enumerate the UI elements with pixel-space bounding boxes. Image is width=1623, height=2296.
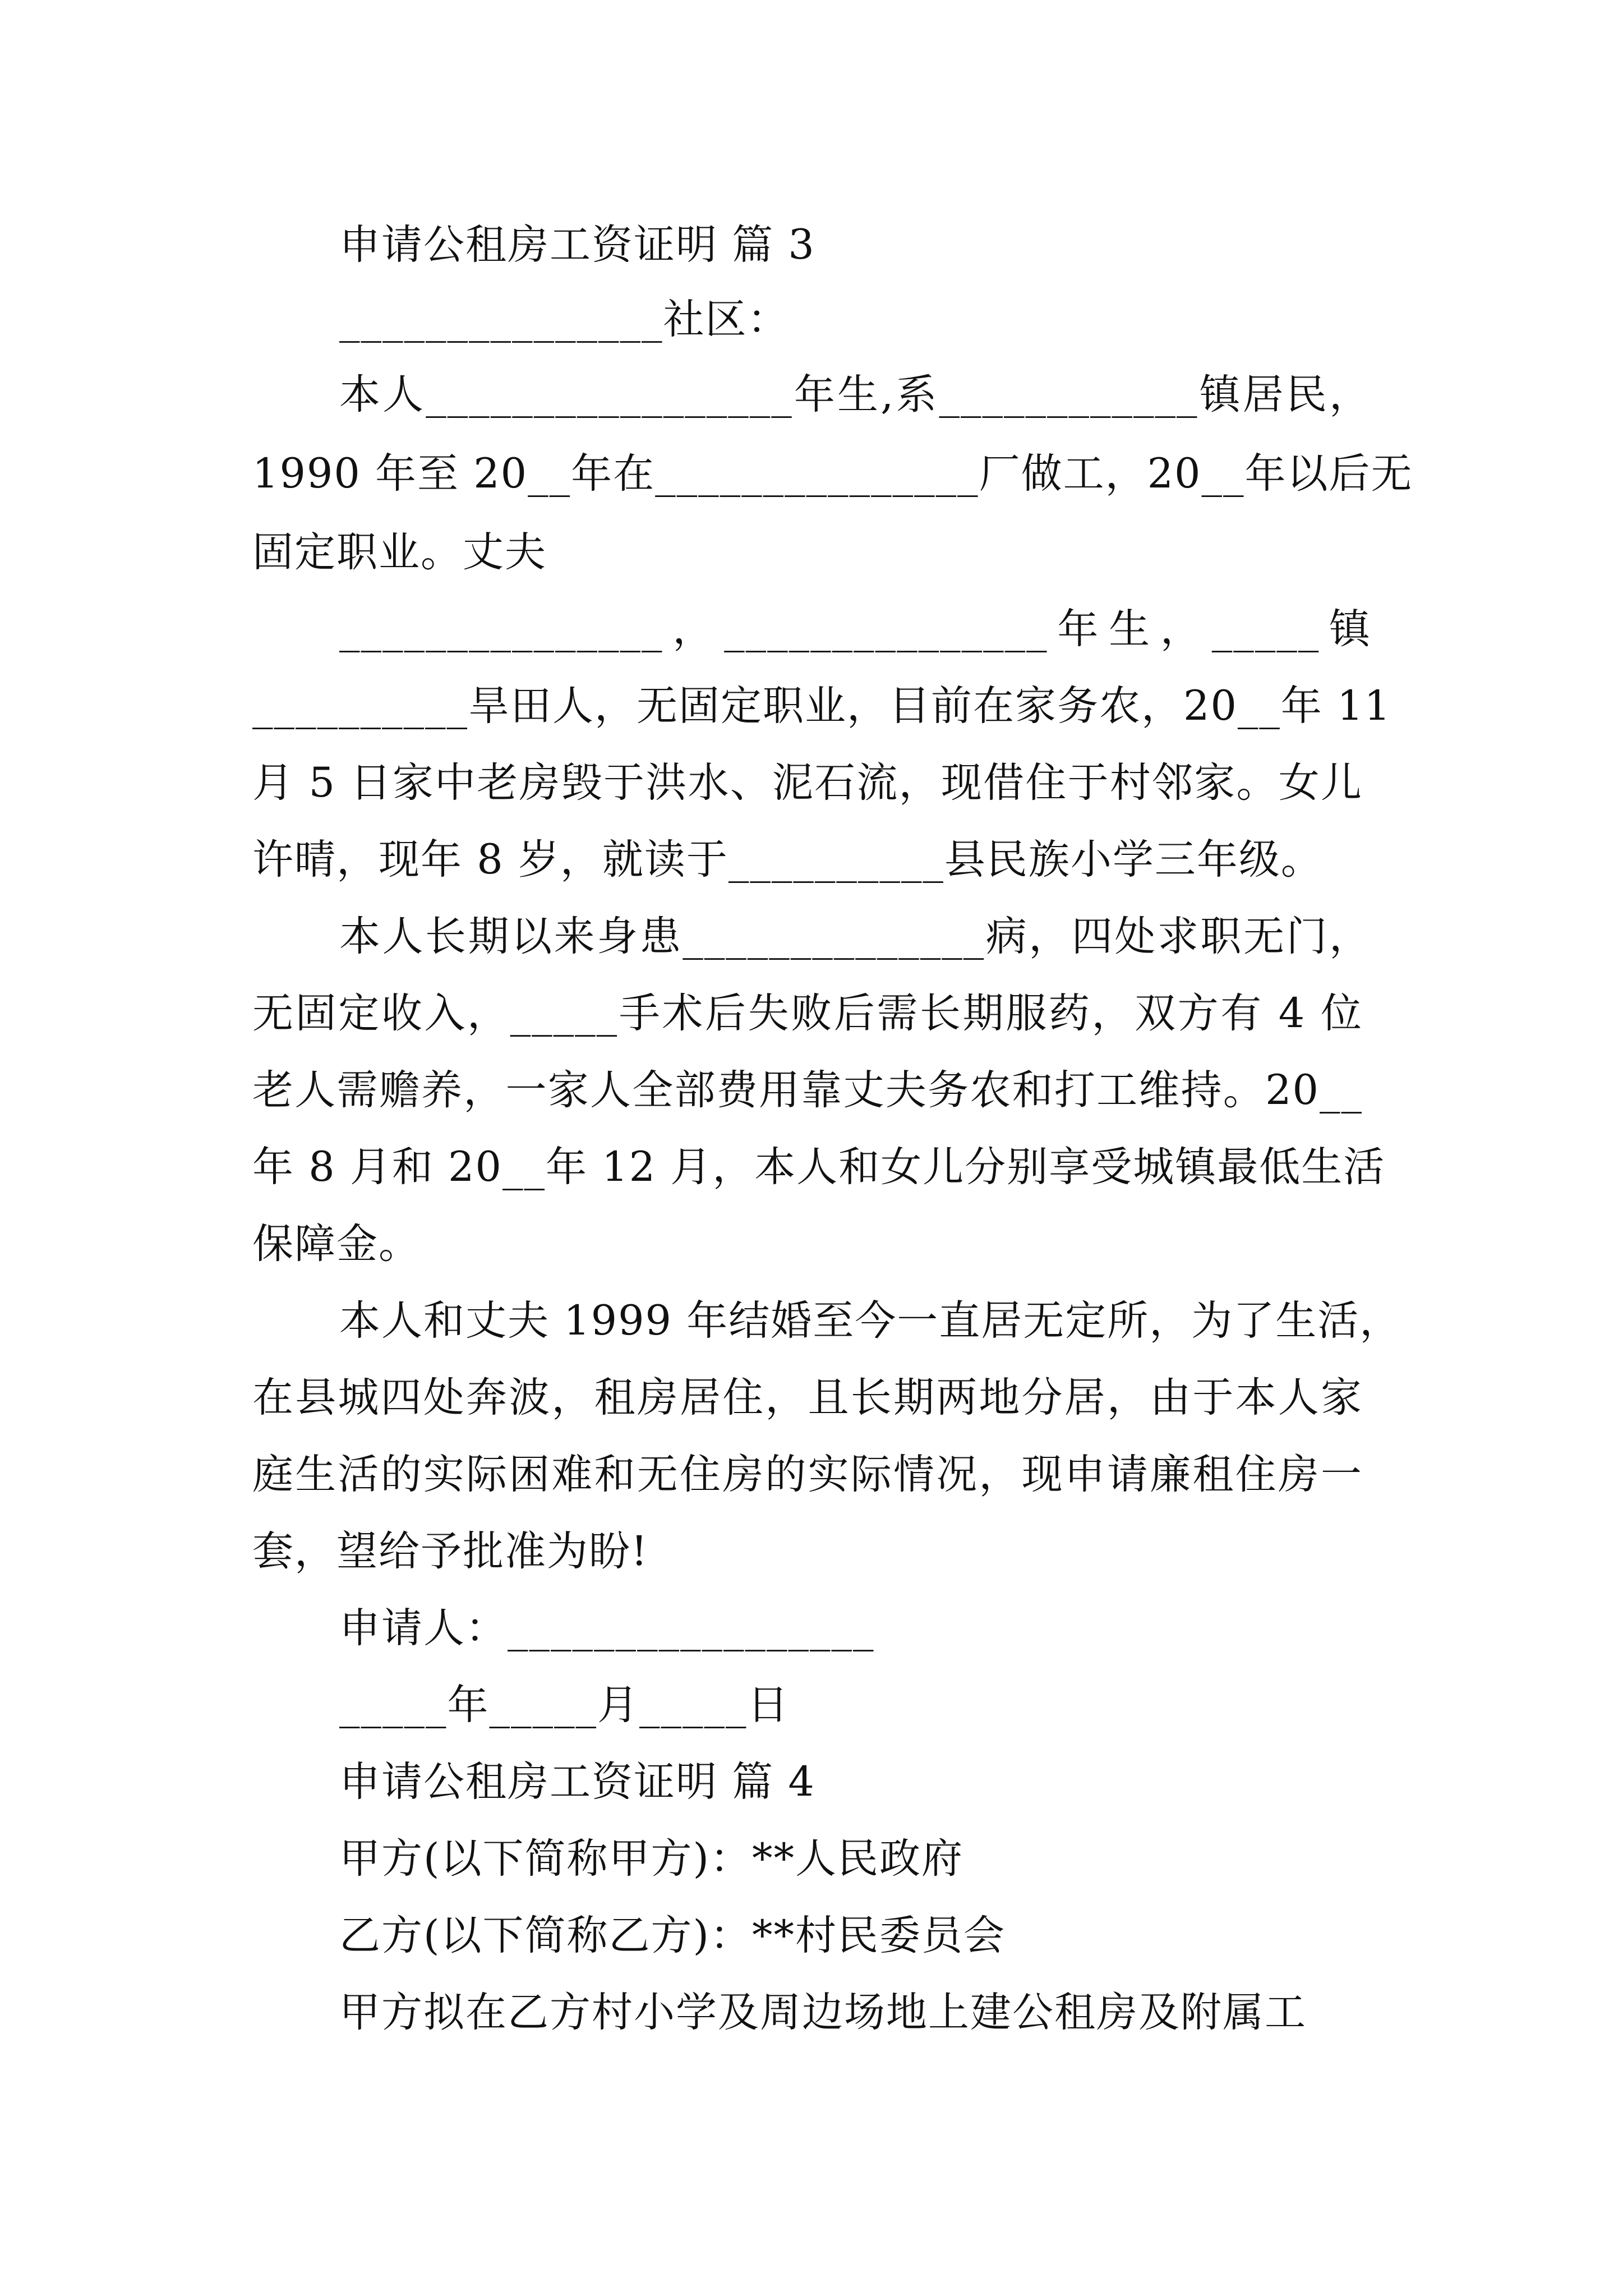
paragraph-line: 1990 年至 20__年在_______________厂做工，20__年以后无: [252, 450, 1413, 498]
paragraph-line: 在县城四处奔波，租房居住，且长期两地分居，由于本人家: [252, 1374, 1363, 1421]
paragraph-line: 无固定收入，_____手术后失败后需长期服药，双方有 4 位: [252, 990, 1363, 1037]
paragraph-line: 本人长期以来身患______________病，四处求职无门，: [339, 913, 1371, 960]
paragraph-line: 保障金。: [252, 1220, 421, 1268]
paragraph-line: 本人_________________年生,系____________镇居民，: [339, 371, 1371, 418]
paragraph-line: 月 5 日家中老房毁于洪水、泥石流，现借住于村邻家。女儿: [252, 759, 1363, 807]
paragraph-line: 本人和丈夫 1999 年结婚至今一直居无定所，为了生活，: [339, 1297, 1402, 1345]
paragraph-line: 老人需赡养，一家人全部费用靠丈夫务农和打工维持。20__: [252, 1066, 1363, 1114]
applicant-signature-line: 申请人：_________________: [339, 1604, 875, 1652]
paragraph-line: __________旱田人，无固定职业，目前在家务农，20__年 11: [252, 682, 1391, 730]
date-line: _____年_____月_____日: [339, 1681, 790, 1729]
party-b-line: 乙方(以下简称乙方)：**村民委员会: [339, 1912, 1006, 1959]
party-a-line: 甲方(以下简称甲方)：**人民政府: [339, 1835, 963, 1883]
paragraph-line: 甲方拟在乙方村小学及周边场地上建公租房及附属工: [339, 1989, 1307, 2036]
section-title-3: 申请公租房工资证明 篇 3: [339, 221, 815, 269]
section-title-4: 申请公租房工资证明 篇 4: [339, 1758, 815, 1806]
paragraph-line: 固定职业。丈夫: [252, 528, 547, 576]
paragraph-line: 年 8 月和 20__年 12 月，本人和女儿分别享受城镇最低生活: [252, 1143, 1386, 1191]
paragraph-line: 套，望给予批准为盼!: [252, 1527, 649, 1575]
paragraph-line: _______________，_______________年生，_____镇: [339, 605, 1371, 653]
addressee-line: _______________社区：: [339, 296, 790, 343]
paragraph-line: 庭生活的实际困难和无住房的实际情况，现申请廉租住房一: [252, 1451, 1363, 1498]
paragraph-line: 许晴，现年 8 岁，就读于__________县民族小学三年级。: [252, 836, 1323, 884]
